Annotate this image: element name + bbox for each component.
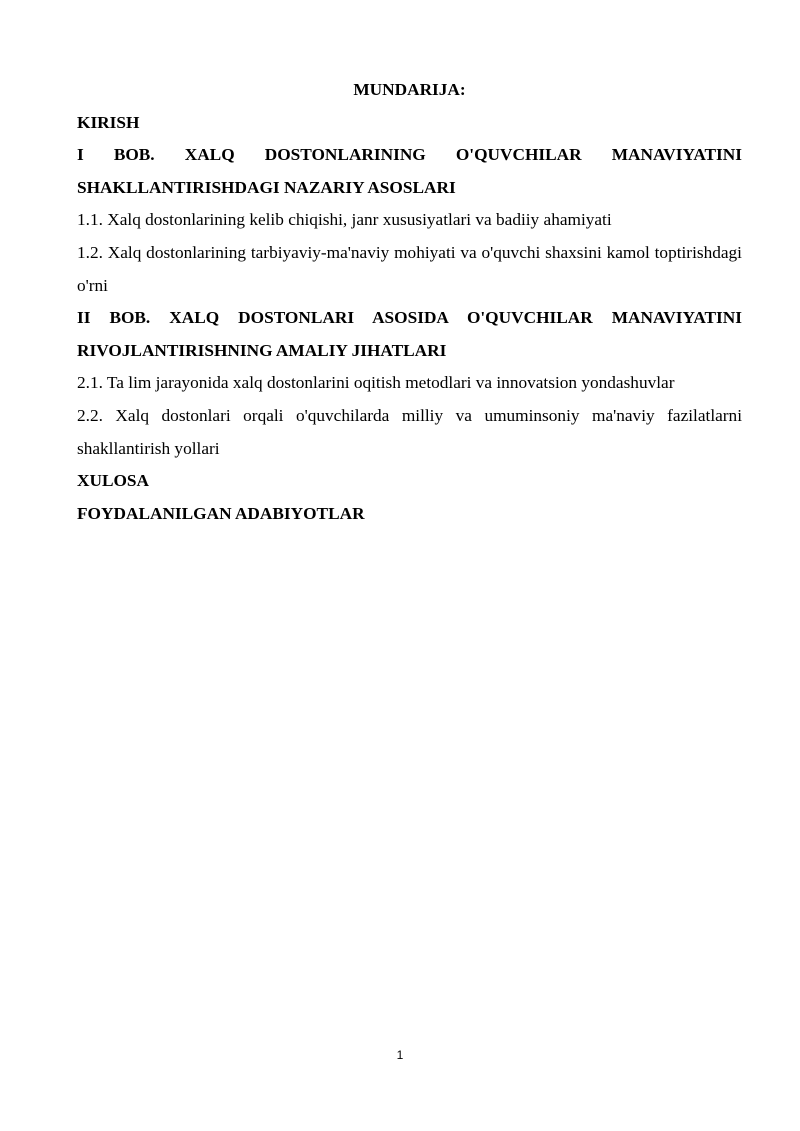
toc-entry-section-1-2: 1.2. Xalq dostonlarining tarbiyaviy-ma'naviy mohiyati va o'quvchi shaxsini kamol toptirishdagi o'rni <box>77 242 742 295</box>
toc-entry-references: FOYDALANILGAN ADABIYOTLAR <box>77 503 365 523</box>
table-of-contents <box>77 74 742 530</box>
toc-entry-section-2-2: 2.2. Xalq dostonlari orqali o'quvchilarda milliy va umuminsoniy ma'naviy fazilatlarni shakllantirish yollari <box>77 405 742 458</box>
toc-entry-chapter-1: I BOB. XALQ DOSTONLARINING O'QUVCHILAR MANAVIYATINI SHAKLLANTIRISHDAGI NAZARIY ASOSLARI <box>77 145 742 197</box>
toc-title: MUNDARIJA: <box>353 80 466 99</box>
toc-entry-conclusion: XULOSA <box>77 471 150 491</box>
page-number: 1 <box>396 1048 404 1062</box>
toc-entry-section-1-1: 1.1. Xalq dostonlarining kelib chiqishi, janr xususiyatlari va badiiy ahamiyati <box>77 210 612 230</box>
toc-entry-section-2-1: 2.1. Ta lim jarayonida xalq dostonlarini oqitish metodlari va innovatsion yondashuvlar <box>77 373 675 393</box>
toc-entry-chapter-2: II BOB. XALQ DOSTONLARI ASOSIDA O'QUVCHILAR MANAVIYATINI RIVOJLANTIRISHNING AMALIY JIHATLARI <box>77 308 742 360</box>
toc-entry-introduction: KIRISH <box>77 112 140 132</box>
